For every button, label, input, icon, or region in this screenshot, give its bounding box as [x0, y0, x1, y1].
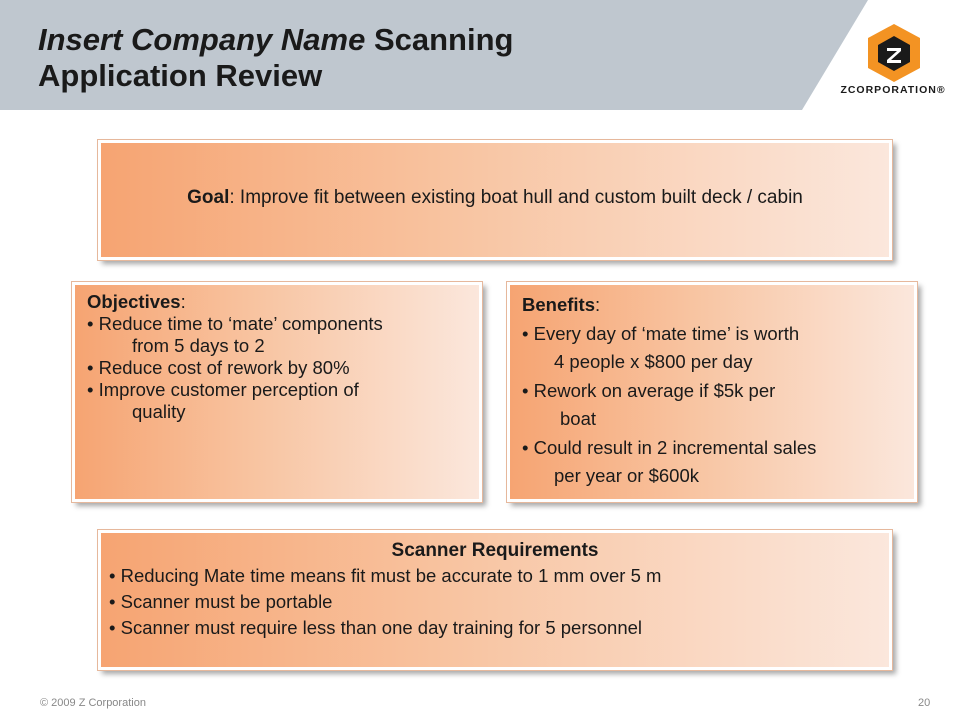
- benefits-heading: [522, 291, 906, 320]
- title-company-placeholder: Insert Company Name: [38, 22, 366, 57]
- goal-label: Goal: [187, 187, 230, 208]
- scanner-requirements-heading: Scanner Requirements: [391, 540, 599, 561]
- scanner-requirements-box: [98, 530, 892, 670]
- benefit-item: • Could result in 2 incremental sales: [522, 436, 817, 458]
- objectives-colon: :: [180, 291, 186, 312]
- objective-item: • Improve customer perception of: [87, 379, 359, 400]
- goal-box: [98, 140, 892, 260]
- benefits-colon: :: [595, 294, 601, 315]
- objective-item-continued: quality: [132, 401, 186, 422]
- benefits-content: [522, 291, 906, 491]
- benefit-item-continued: 4 people x $800 per day: [554, 351, 753, 372]
- requirement-item: • Scanner must be portable: [109, 591, 333, 612]
- requirement-item: • Scanner must require less than one day training for 5 personnel: [109, 617, 643, 638]
- benefit-item-continued: per year or $600k: [554, 465, 700, 486]
- goal-text: : Improve fit between existing boat hull and custom built deck / cabin: [229, 187, 803, 208]
- objectives-heading: [87, 291, 471, 313]
- logo-text: ZCORPORATION®: [840, 84, 946, 96]
- benefits-label: Benefits: [522, 294, 595, 315]
- goal-statement: [101, 187, 889, 209]
- scanner-requirements-content: [109, 539, 881, 641]
- page-number: 20: [918, 697, 931, 709]
- benefits-box: [507, 282, 917, 502]
- page-title: [38, 22, 513, 94]
- objectives-box: [72, 282, 482, 502]
- title-band: [0, 0, 960, 110]
- title-rest: Scanning: [365, 22, 514, 57]
- requirement-item: • Reducing Mate time means fit must be accurate to 1 mm over 5 m: [109, 565, 662, 586]
- benefit-item: • Rework on average if $5k per: [522, 379, 776, 401]
- title-line2: Application Review: [38, 58, 323, 93]
- objectives-content: [87, 291, 471, 423]
- objective-item: • Reduce cost of rework by 80%: [87, 357, 350, 378]
- z-corporation-cube-logo-icon: [838, 20, 958, 84]
- benefit-item-continued: boat: [560, 408, 597, 429]
- benefit-item: • Every day of ‘mate time’ is worth: [522, 322, 800, 344]
- objective-item-continued: from 5 days to 2: [132, 335, 265, 356]
- company-logo: [838, 20, 958, 106]
- objectives-label: Objectives: [87, 291, 181, 312]
- objective-item: • Reduce time to ‘mate’ components: [87, 313, 383, 334]
- footer-copyright: © 2009 Z Corporation: [40, 697, 146, 709]
